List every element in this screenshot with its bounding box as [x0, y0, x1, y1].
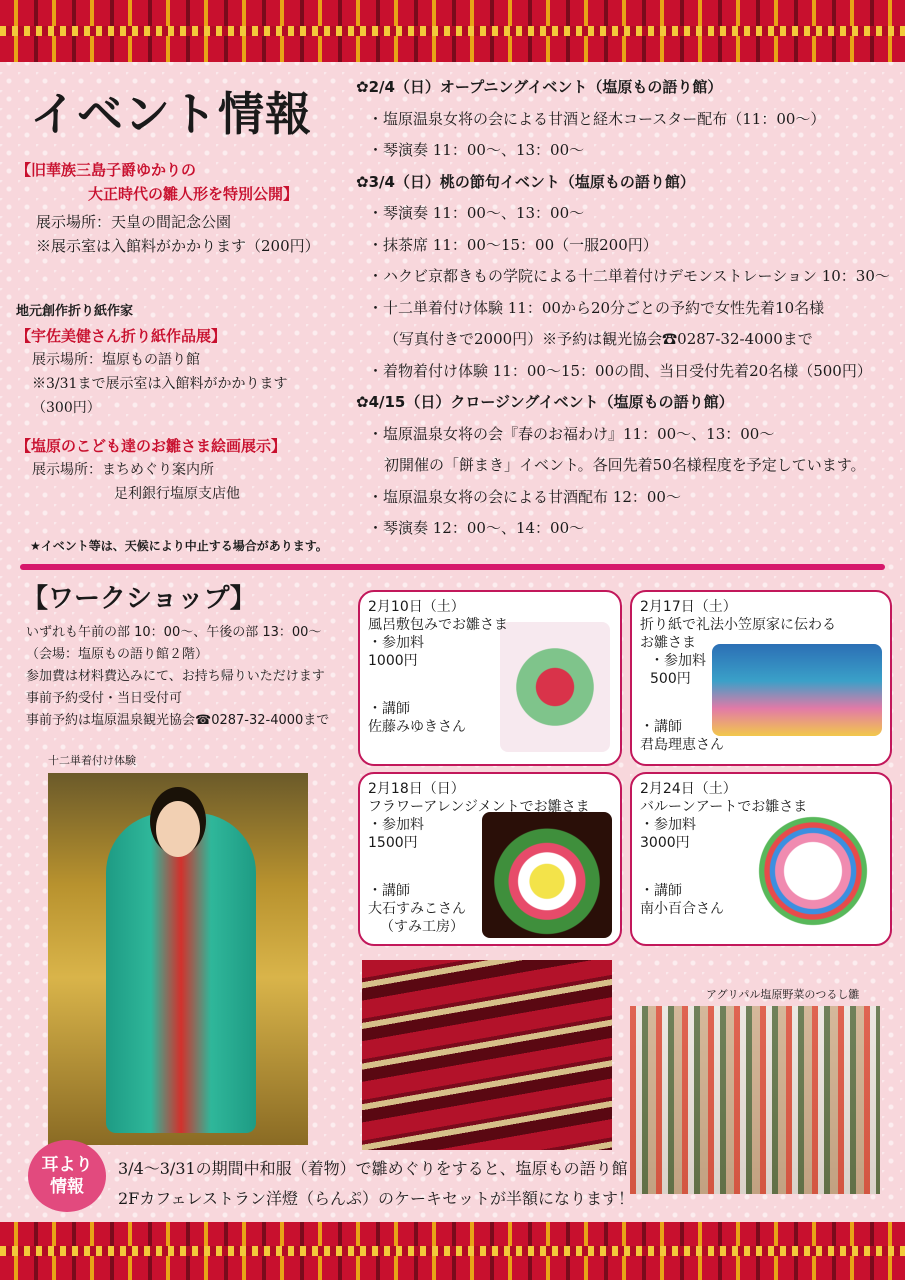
workshop-info	[26, 622, 329, 732]
origami-fee-1: ※3/31まで展示室は入館料がかかります	[32, 376, 288, 392]
card-teacher-extra: （すみ工房）	[380, 919, 464, 935]
card-date: 2月17日（土）	[640, 599, 737, 615]
card-teacher-label: ・講師	[368, 883, 410, 899]
card-teacher: 南小百合さん	[640, 901, 724, 917]
card-fee: 1000円	[368, 653, 418, 669]
weather-note: ★イベント等は、天候により中止する場合があります。	[30, 539, 328, 553]
card-fee: 1500円	[368, 835, 418, 851]
workshop-info-line: いずれも午前の部 10：00～、午後の部 13：00～	[26, 625, 322, 640]
special-exhibit	[16, 158, 320, 258]
card-teacher: 佐藤みゆきさん	[368, 719, 466, 735]
badge-line-2: 情報	[50, 1177, 84, 1197]
section-divider	[20, 564, 885, 570]
face	[156, 801, 200, 857]
info-badge	[28, 1140, 106, 1212]
card-fee-label: ・参加料	[368, 817, 424, 833]
card-date: 2月24日（土）	[640, 781, 737, 797]
event-item: ・着物着付け体験 11：00～15：00の間、当日受付先着20名様（500円）	[368, 361, 872, 380]
kids-exhibit	[16, 434, 286, 506]
card-fee-label: ・参加料	[640, 817, 696, 833]
card-teacher-label: ・講師	[640, 719, 682, 735]
badge-line-1: 耳より	[41, 1155, 93, 1175]
hina-dolls-photo	[362, 960, 612, 1150]
event-item: ・塩原温泉女将の会『春のお福わけ』11：00～、13：00～	[368, 424, 775, 443]
event-item: ・琴演奏 12：00～、14：00～	[368, 519, 585, 537]
event-item: ・抹茶席 11：00～15：00（一服200円）	[368, 235, 658, 254]
origami-place: 展示場所：塩原もの語り館	[32, 352, 200, 368]
kids-place-1: 展示場所：まちめぐり案内所	[32, 462, 214, 478]
kimono-photo-caption: 十二単着付け体験	[48, 754, 136, 767]
origami-title: 【宇佐美健さん折り紙作品展】	[16, 327, 227, 345]
notice-line-1: 3/4～3/31の期間中和服（着物）で雛めぐりをすると、塩原もの語り館	[118, 1159, 628, 1178]
card-fee: 3000円	[640, 835, 690, 851]
special-title-1: 【旧華族三島子爵ゆかりの	[16, 161, 197, 179]
origami-fee-2: （300円）	[32, 400, 101, 416]
origami-intro: 地元創作折り紙作家	[16, 304, 134, 319]
card-title: バルーンアートでお雛さま	[640, 799, 808, 815]
event-item: ・塩原温泉女将の会による甘酒と経木コースター配布（11：00～）	[368, 109, 826, 128]
kids-title: 【塩原のこども達のお雛さま絵画展示】	[16, 437, 287, 455]
event-schedule	[356, 72, 890, 545]
card-teacher-label: ・講師	[368, 701, 410, 717]
origami-exhibit	[16, 300, 287, 420]
workshop-card-balloon	[630, 772, 892, 946]
card-fee-label: ・参加料	[368, 635, 424, 651]
card-title: フラワーアレンジメントでお雛さま	[368, 799, 590, 815]
workshop-card-furoshiki	[358, 590, 622, 766]
event-day-heading: ✿4/15（日）クロージングイベント（塩原もの語り館）	[356, 393, 734, 411]
special-place: 展示場所：天皇の間記念公園	[36, 213, 232, 231]
workshop-card-flower	[358, 772, 622, 946]
event-item: 初開催の「餅まき」イベント。各回先着50名様程度を予定しています。	[384, 456, 866, 474]
card-teacher: 大石すみこさん	[368, 901, 466, 917]
special-fee: ※展示室は入館料がかかります（200円）	[36, 237, 320, 255]
workshop-info-line: （会場：塩原もの語り館２階）	[26, 647, 209, 662]
card-fee-label: ・参加料	[650, 653, 706, 669]
card-teacher-label: ・講師	[640, 883, 682, 899]
event-item: ・十二単着付け体験 11：00から20分ごとの予約で女性先着10名様	[368, 298, 825, 317]
card-title-2: お雛さま	[640, 635, 696, 651]
card-date: 2月10日（土）	[368, 599, 465, 615]
top-pattern-band	[0, 0, 905, 62]
notice-line-2: 2Fカフェレストラン洋燈（らんぷ）のケーキセットが半額になります！	[118, 1189, 635, 1208]
workshop-info-line: 参加費は材料費込みにて、お持ち帰りいただけます	[26, 669, 325, 684]
card-date: 2月18日（日）	[368, 781, 465, 797]
workshop-card-origami	[630, 590, 892, 766]
event-item: ・琴演奏 11：00～、13：00～	[368, 141, 585, 159]
workshop-title: 【ワークショップ】	[22, 584, 256, 614]
workshop-info-line: 事前予約は塩原温泉観光協会☎0287-32-4000まで	[26, 713, 330, 728]
event-item: ・ハクビ京都きもの学院による十二単着付けデモンストレーション 10：30～	[368, 267, 890, 285]
event-item: ・琴演奏 11：00～、13：00～	[368, 204, 585, 222]
special-title-2: 大正時代の雛人形を特別公開】	[88, 185, 299, 203]
page-title: イベント情報	[30, 87, 312, 141]
kimono-discount-notice	[118, 1154, 634, 1214]
veg-caption: アグリパル塩原野菜のつるし雛	[706, 988, 860, 1001]
card-teacher: 君島理恵さん	[640, 737, 724, 753]
hanging-veg-photo	[630, 1006, 880, 1194]
workshop-info-line: 事前予約受付・当日受付可	[26, 691, 183, 706]
card-title: 風呂敷包みでお雛さま	[368, 617, 508, 633]
card-fee: 500円	[650, 671, 691, 687]
bottom-pattern-band	[0, 1222, 905, 1280]
kimono-figure	[106, 813, 256, 1133]
kimono-photo	[48, 773, 308, 1145]
kids-place-2: 足利銀行塩原支店他	[114, 486, 240, 502]
card-title: 折り紙で礼法小笠原家に伝わる	[640, 617, 836, 633]
event-item: ・塩原温泉女将の会による甘酒配布 12：00～	[368, 487, 681, 506]
event-day-heading: ✿3/4（日）桃の節句イベント（塩原もの語り館）	[356, 172, 695, 191]
event-item: （写真付きで2000円）※予約は観光協会☎0287-32-4000まで	[384, 330, 813, 348]
event-day-heading: ✿2/4（日）オープニングイベント（塩原もの語り館）	[356, 78, 723, 96]
